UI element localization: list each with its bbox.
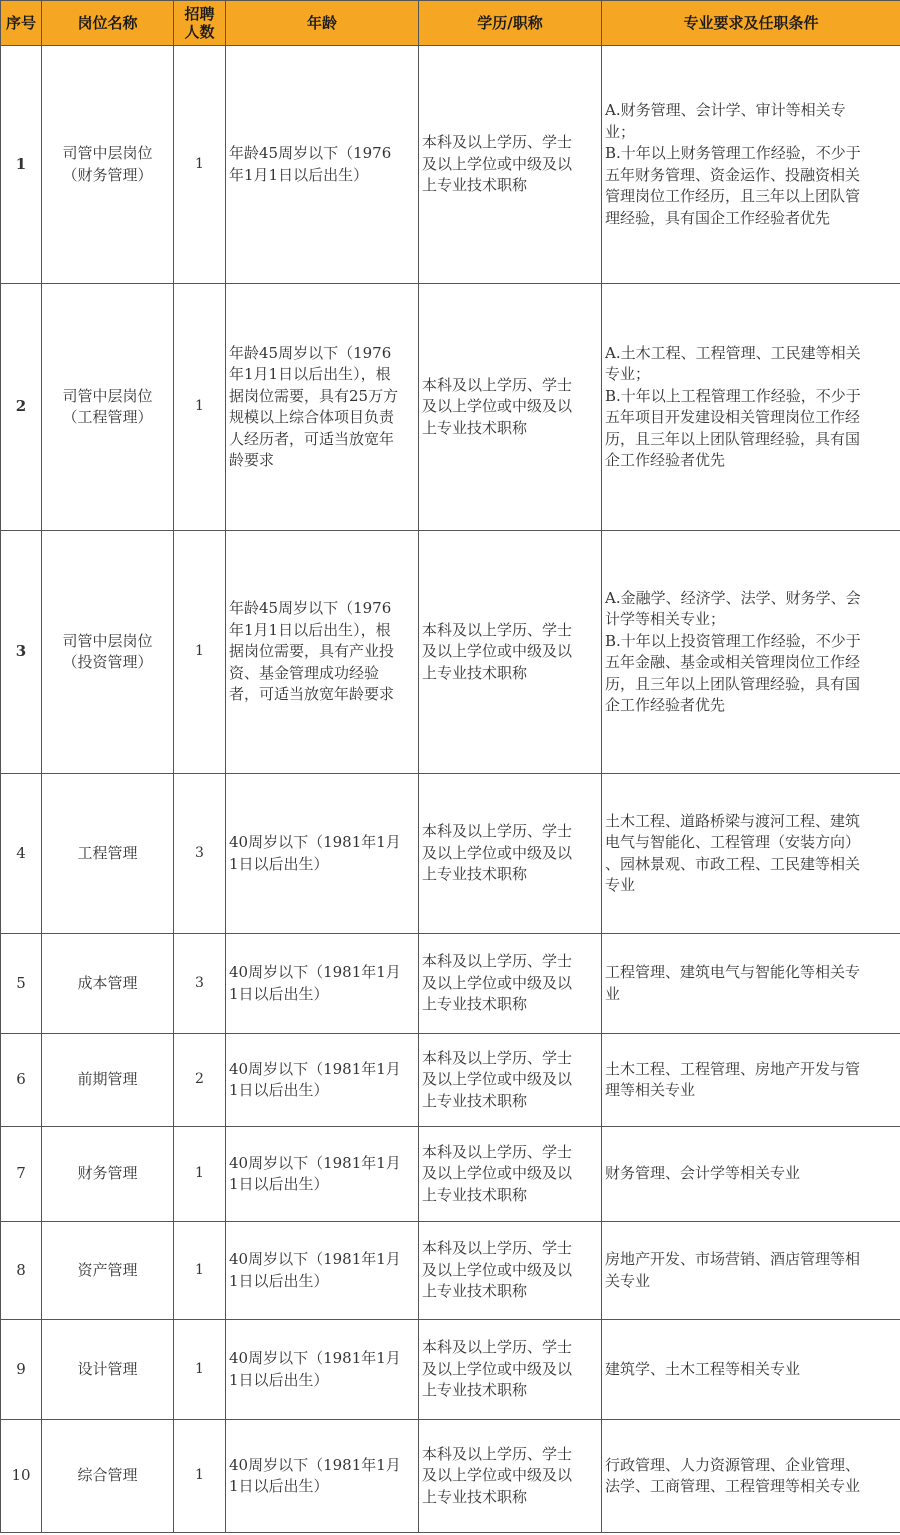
- row-education: 本科及以上学历、学士 及以上学位或中级及以 上专业技术职称: [419, 1127, 602, 1222]
- row-education: 本科及以上学历、学士 及以上学位或中级及以 上专业技术职称: [419, 1320, 602, 1420]
- row-requirements: 行政管理、人力资源管理、企业管理、 法学、工商管理、工程管理等相关专业: [602, 1420, 900, 1533]
- header-requirements: 专业要求及任职条件: [602, 1, 900, 46]
- row-requirements: A.土木工程、工程管理、工民建等相关 专业； B.十年以上工程管理工作经验，不少于 五年项目开发建设相关管理岗位工作经 历，且三年以上团队管理经验，具有国 企工作经验者优先: [602, 284, 900, 531]
- table-row: [1, 531, 900, 774]
- row-age: 40周岁以下（1981年1月 1日以后出生）: [226, 1034, 419, 1127]
- row-seq: 3: [1, 531, 42, 774]
- row-education: 本科及以上学历、学士 及以上学位或中级及以 上专业技术职称: [419, 1420, 602, 1533]
- row-requirements: 房地产开发、市场营销、酒店管理等相 关专业: [602, 1222, 900, 1320]
- row-seq: 6: [1, 1034, 42, 1127]
- table-row: [1, 1420, 900, 1533]
- row-education: 本科及以上学历、学士 及以上学位或中级及以 上专业技术职称: [419, 934, 602, 1034]
- row-position-name: 司管中层岗位 （工程管理）: [42, 284, 174, 531]
- row-headcount: 2: [174, 1034, 226, 1127]
- table-row: [1, 1222, 900, 1320]
- row-position-name: 司管中层岗位 （投资管理）: [42, 531, 174, 774]
- table-row: [1, 934, 900, 1034]
- row-headcount: 3: [174, 774, 226, 934]
- row-requirements: 土木工程、工程管理、房地产开发与管 理等相关专业: [602, 1034, 900, 1127]
- table-row: [1, 774, 900, 934]
- row-requirements: 工程管理、建筑电气与智能化等相关专 业: [602, 934, 900, 1034]
- header-row: [1, 1, 900, 46]
- row-education: 本科及以上学历、学士 及以上学位或中级及以 上专业技术职称: [419, 531, 602, 774]
- row-education: 本科及以上学历、学士 及以上学位或中级及以 上专业技术职称: [419, 1034, 602, 1127]
- table-row: [1, 284, 900, 531]
- row-education: 本科及以上学历、学士 及以上学位或中级及以 上专业技术职称: [419, 46, 602, 284]
- header-headcount: 招聘 人数: [174, 1, 226, 46]
- row-age: 40周岁以下（1981年1月 1日以后出生）: [226, 1127, 419, 1222]
- row-position-name: 成本管理: [42, 934, 174, 1034]
- row-age: 40周岁以下（1981年1月 1日以后出生）: [226, 1222, 419, 1320]
- row-age: 年龄45周岁以下（1976 年1月1日以后出生），根 据岗位需要，具有25万方 规模以上综合体项目负责 人经历者，可适当放宽年 龄要求: [226, 284, 419, 531]
- row-age: 40周岁以下（1981年1月 1日以后出生）: [226, 934, 419, 1034]
- row-seq: 10: [1, 1420, 42, 1533]
- row-position-name: 资产管理: [42, 1222, 174, 1320]
- row-seq: 2: [1, 284, 42, 531]
- row-requirements: 建筑学、土木工程等相关专业: [602, 1320, 900, 1420]
- row-headcount: 1: [174, 284, 226, 531]
- row-education: 本科及以上学历、学士 及以上学位或中级及以 上专业技术职称: [419, 774, 602, 934]
- row-requirements: 财务管理、会计学等相关专业: [602, 1127, 900, 1222]
- row-seq: 7: [1, 1127, 42, 1222]
- row-education: 本科及以上学历、学士 及以上学位或中级及以 上专业技术职称: [419, 284, 602, 531]
- row-headcount: 1: [174, 531, 226, 774]
- row-requirements: A.财务管理、会计学、审计等相关专 业； B.十年以上财务管理工作经验，不少于 五年财务管理、资金运作、投融资相关 管理岗位工作经历，且三年以上团队管 理经验，具有国企工作经验者优先: [602, 46, 900, 284]
- row-age: 40周岁以下（1981年1月 1日以后出生）: [226, 1420, 419, 1533]
- header-age: 年龄: [226, 1, 419, 46]
- row-position-name: 工程管理: [42, 774, 174, 934]
- row-position-name: 司管中层岗位 （财务管理）: [42, 46, 174, 284]
- table-row: [1, 1127, 900, 1222]
- row-seq: 5: [1, 934, 42, 1034]
- row-age: 年龄45周岁以下（1976 年1月1日以后出生）: [226, 46, 419, 284]
- row-headcount: 1: [174, 46, 226, 284]
- row-requirements: 土木工程、道路桥梁与渡河工程、建筑 电气与智能化、工程管理（安装方向） 、园林景观、市政工程、工民建等相关 专业: [602, 774, 900, 934]
- row-position-name: 财务管理: [42, 1127, 174, 1222]
- table-row: [1, 46, 900, 284]
- row-position-name: 设计管理: [42, 1320, 174, 1420]
- row-seq: 1: [1, 46, 42, 284]
- row-seq: 9: [1, 1320, 42, 1420]
- row-position-name: 前期管理: [42, 1034, 174, 1127]
- row-age: 40周岁以下（1981年1月 1日以后出生）: [226, 774, 419, 934]
- header-seq: 序号: [1, 1, 42, 46]
- row-age: 40周岁以下（1981年1月 1日以后出生）: [226, 1320, 419, 1420]
- table-row: [1, 1320, 900, 1420]
- row-position-name: 综合管理: [42, 1420, 174, 1533]
- row-education: 本科及以上学历、学士 及以上学位或中级及以 上专业技术职称: [419, 1222, 602, 1320]
- row-headcount: 1: [174, 1320, 226, 1420]
- header-education: 学历/职称: [419, 1, 602, 46]
- row-headcount: 1: [174, 1420, 226, 1533]
- header-position-name: 岗位名称: [42, 1, 174, 46]
- row-headcount: 3: [174, 934, 226, 1034]
- row-headcount: 1: [174, 1222, 226, 1320]
- table-row: [1, 1034, 900, 1127]
- row-requirements: A.金融学、经济学、法学、财务学、会 计学等相关专业； B.十年以上投资管理工作经验，不少于 五年金融、基金或相关管理岗位工作经 历，且三年以上团队管理经验，具有国 企工作经验者优先: [602, 531, 900, 774]
- row-seq: 8: [1, 1222, 42, 1320]
- row-age: 年龄45周岁以下（1976 年1月1日以后出生），根 据岗位需要，具有产业投 资、基金管理成功经验 者，可适当放宽年龄要求: [226, 531, 419, 774]
- row-seq: 4: [1, 774, 42, 934]
- row-headcount: 1: [174, 1127, 226, 1222]
